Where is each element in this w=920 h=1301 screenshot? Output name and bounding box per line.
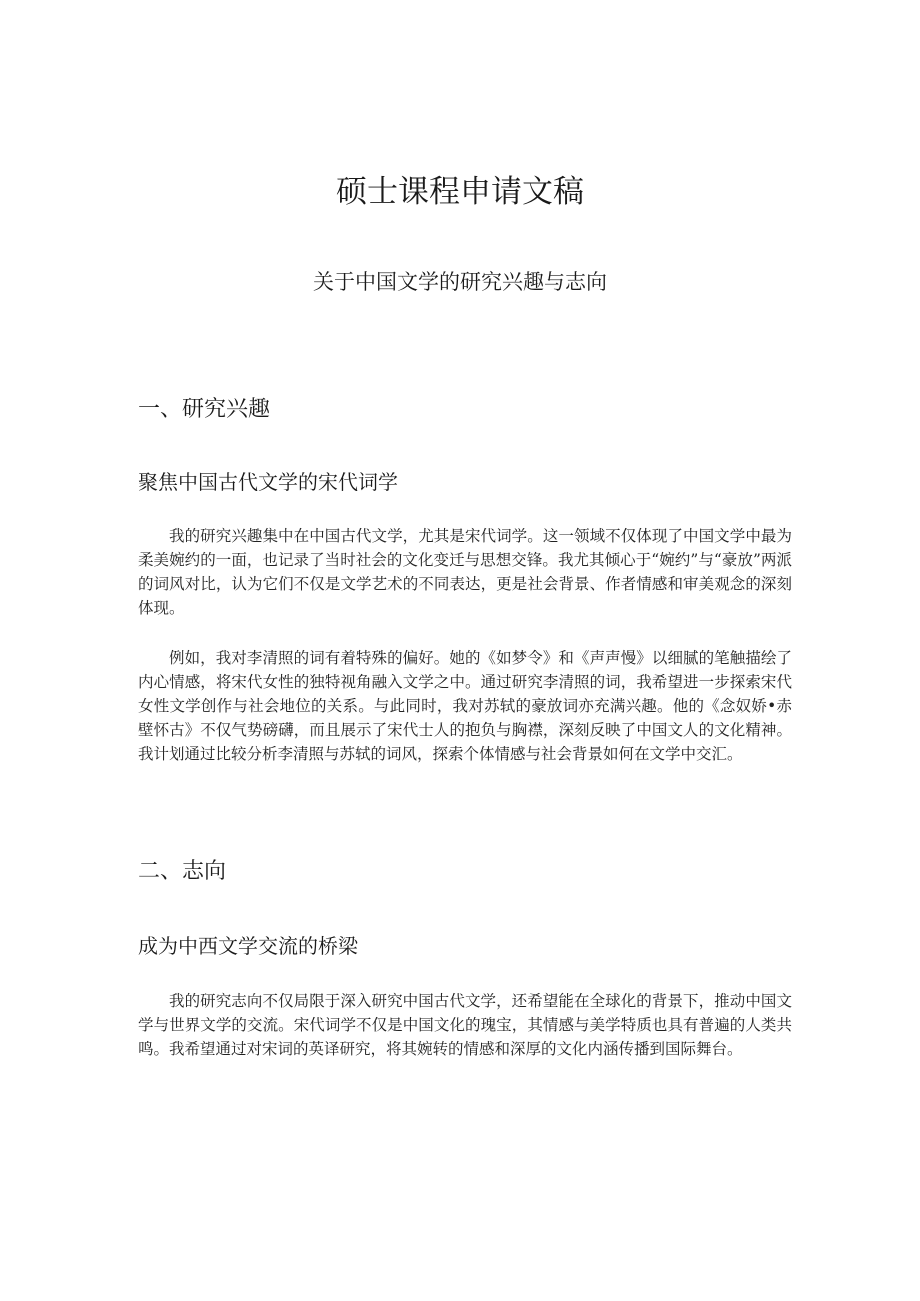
paragraph-research-interest-1: 我的研究兴趣集中在中国古代文学，尤其是宋代词学。这一领域不仅体现了中国文学中最为柔美婉约的一面，也记录了当时社会的文化变迁与思想交锋。我尤其倾心于“婉约”与“豪放”两派的词风对比，认为它们不仅是文学艺术的不同表达，更是社会背景、作者情感和审美观念的深刻体现。 xyxy=(138,527,792,617)
paragraph-aspiration-1: 我的研究志向不仅局限于深入研究中国古代文学，还希望能在全球化的背景下，推动中国文学与世界文学的交流。宋代词学不仅是中国文化的瑰宝，其情感与美学特质也具有普遍的人类共鸣。我希望通过对宋词的英译研究，将其婉转的情感和深厚的文化内涵传播到国际舞台。 xyxy=(138,992,792,1058)
document-subtitle: 关于中国文学的研究兴趣与志向 xyxy=(313,270,607,294)
document-title: 硕士课程申请文稿 xyxy=(336,174,584,210)
section-heading-aspiration: 二、志向 xyxy=(138,859,227,884)
subheading-song-ci-studies: 聚焦中国古代文学的宋代词学 xyxy=(138,470,398,494)
paragraph-research-interest-2: 例如，我对李清照的词有着特殊的偏好。她的《如梦令》和《声声慢》以细腻的笔触描绘了内心情感，将宋代女性的独特视角融入文学之中。通过研究李清照的词，我希望进一步探索宋代女性文学创作与社会地位的关系。与此同时，我对苏轼的豪放词亦充满兴趣。他的《念奴娇•赤壁怀古》不仅气势磅礴，而且展示了宋代士人的抱负与胸襟，深刻反映了中国文人的文化精神。我计划通过比较分析李清照与苏轼的词风，探索个体情感与社会背景如何在文学中交汇。 xyxy=(138,649,792,763)
subheading-cultural-bridge: 成为中西文学交流的桥梁 xyxy=(138,934,358,958)
section-heading-research-interest: 一、研究兴趣 xyxy=(138,397,271,422)
